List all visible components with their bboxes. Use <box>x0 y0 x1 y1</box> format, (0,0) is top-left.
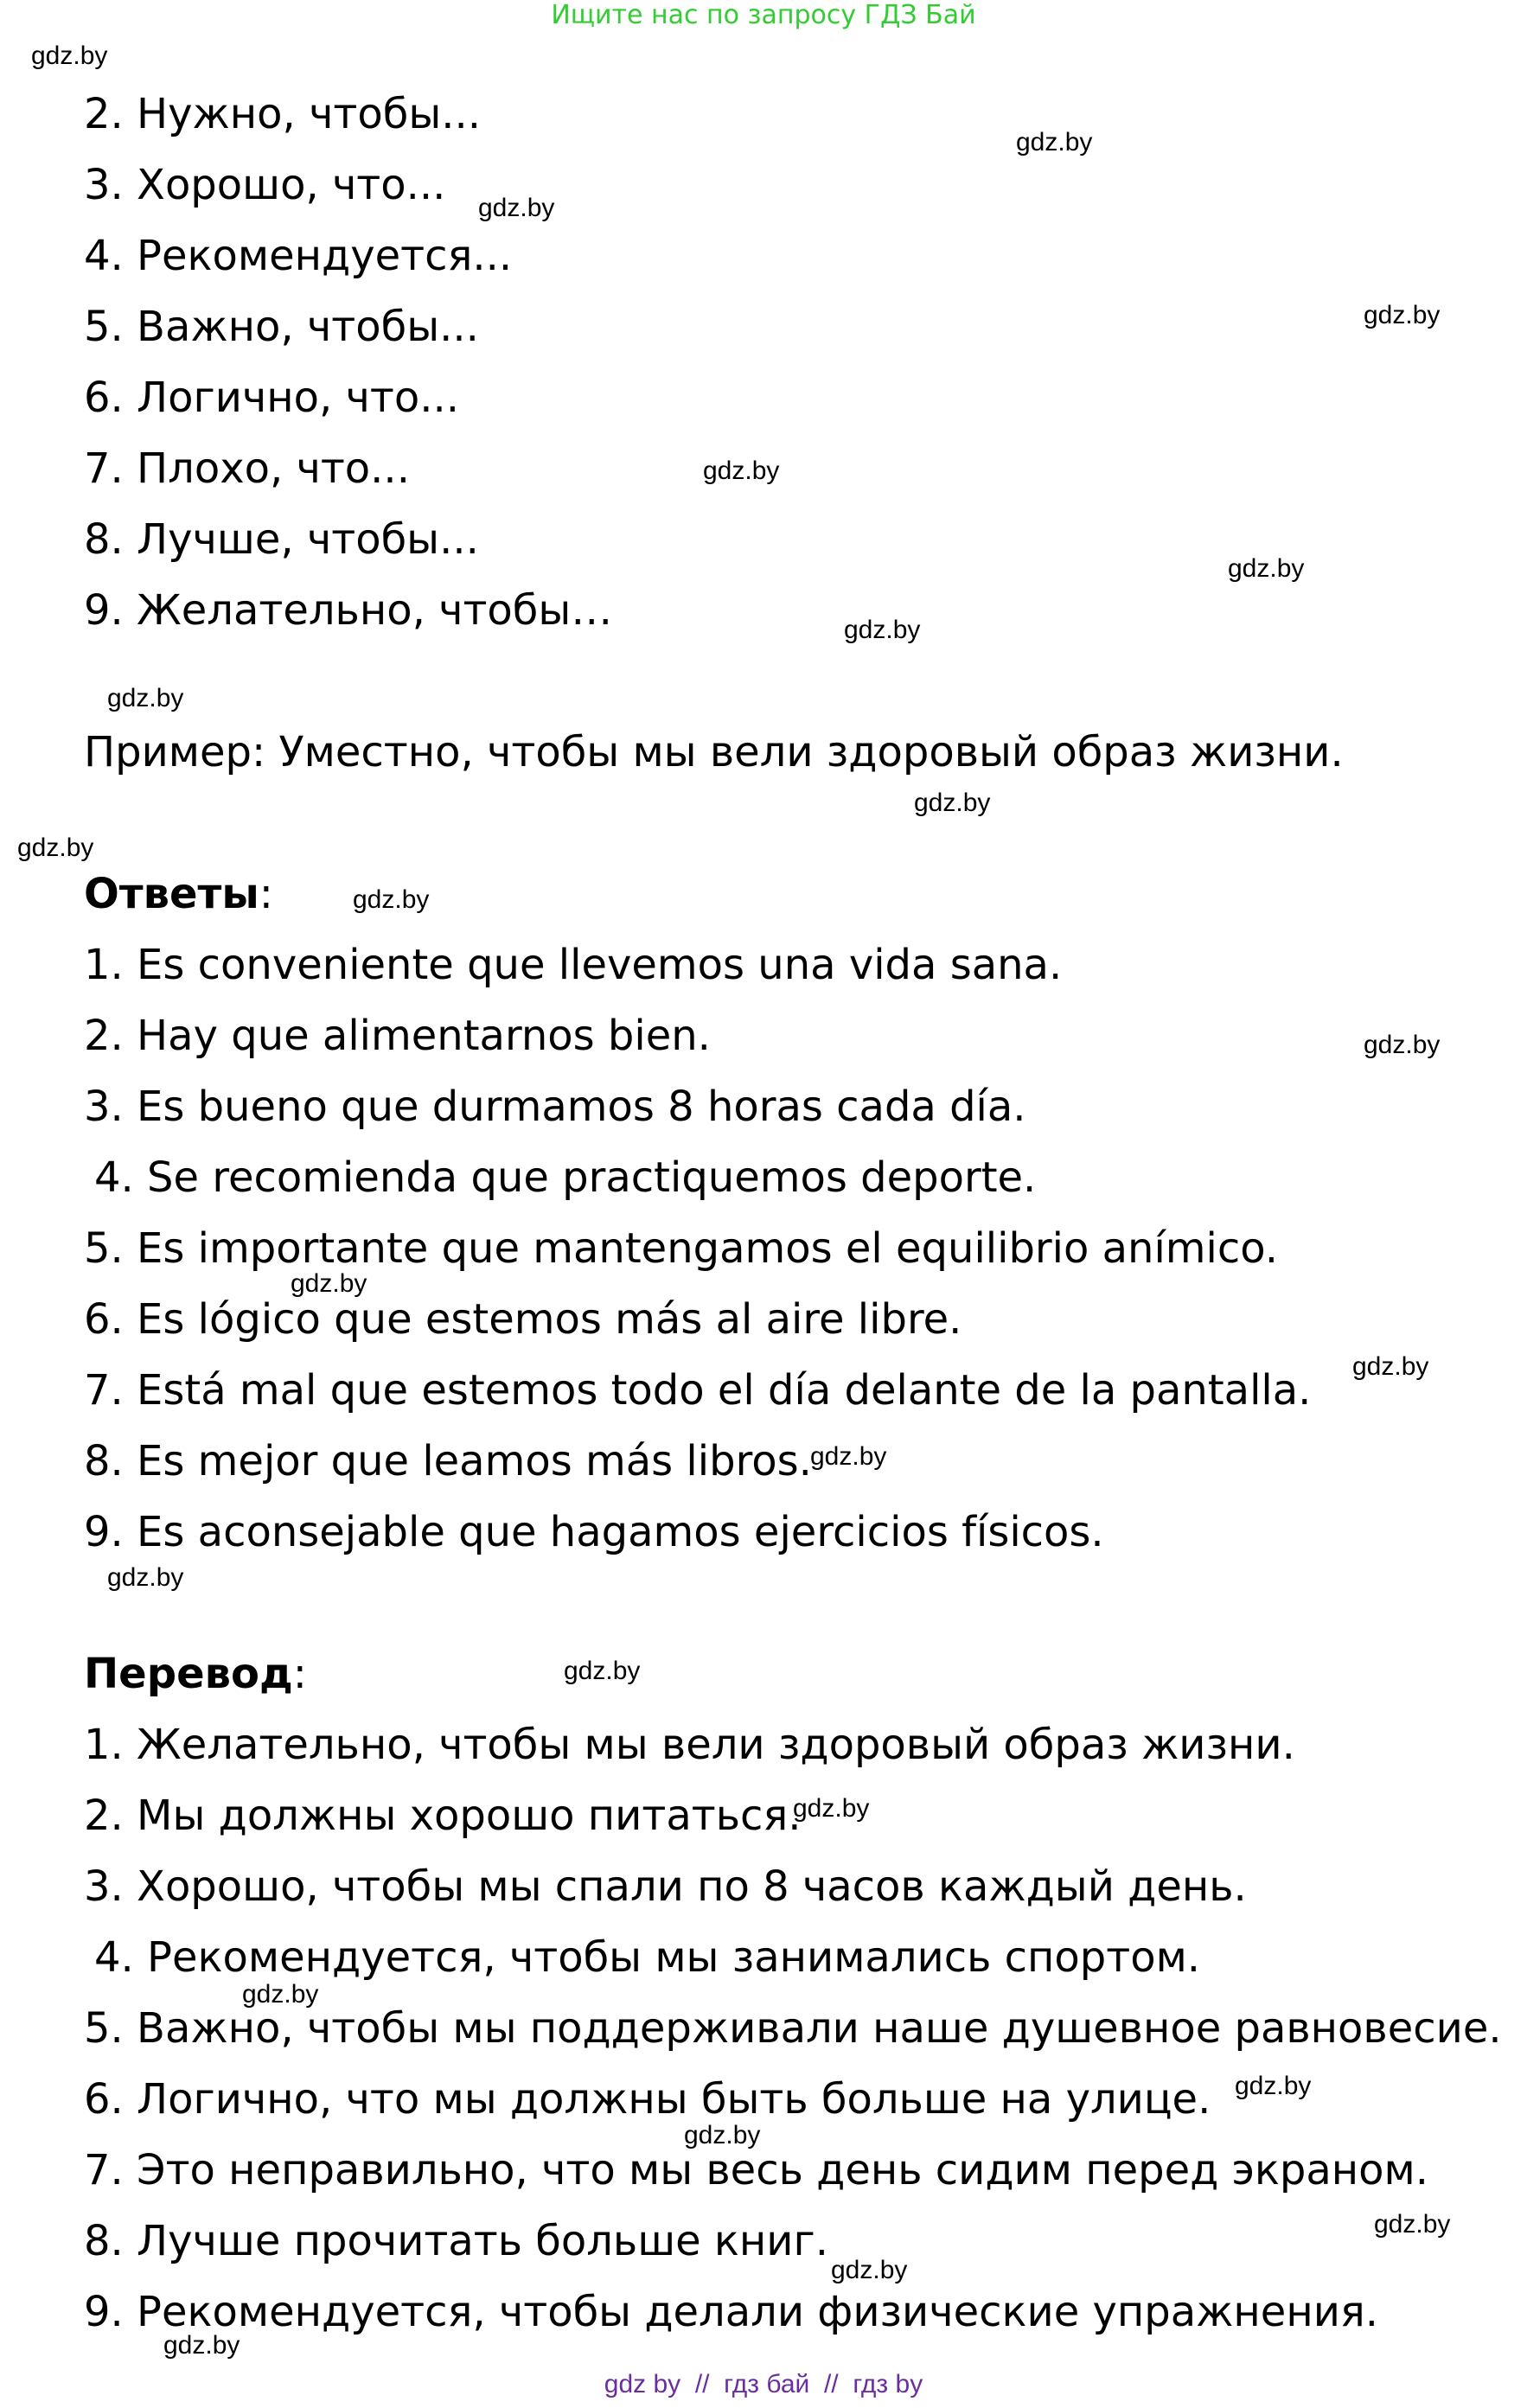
answers-heading <box>84 868 273 920</box>
watermark: gdz.by <box>107 1563 184 1592</box>
translation-heading-text: Перевод <box>84 1650 293 1698</box>
watermark: gdz.by <box>793 1794 870 1823</box>
answer-item-4: 4. Se recomienda que practiquemos deporte. <box>94 1153 1037 1202</box>
watermark: gdz.by <box>353 885 430 914</box>
translation-item-3: 3. Хорошо, чтобы мы спали по 8 часов каждый день. <box>84 1862 1247 1911</box>
answers-heading-text: Ответы <box>84 870 259 918</box>
answer-item-6: 6. Es lógico que estemos más al aire libre. <box>84 1295 962 1344</box>
watermark: gdz.by <box>1352 1352 1429 1381</box>
watermark: gdz.by <box>291 1269 367 1298</box>
watermark: gdz.by <box>31 42 108 70</box>
answer-item-5: 5. Es importante que mantengamos el equilibrio anímico. <box>84 1224 1279 1273</box>
task-item-4: 4. Рекомендуется... <box>84 232 513 280</box>
task-item-7: 7. Плохо, что... <box>84 444 410 493</box>
translation-item-5: 5. Важно, чтобы мы поддерживали наше душевное равновесие. <box>84 2004 1502 2053</box>
watermark: gdz.by <box>107 684 184 712</box>
translation-item-4: 4. Рекомендуется, чтобы мы занимались спортом. <box>94 1933 1201 1982</box>
header-search-hint: Ищите нас по запросу ГДЗ Бай <box>551 0 976 30</box>
task-item-5: 5. Важно, чтобы... <box>84 303 479 351</box>
translation-item-6: 6. Логично, что мы должны быть больше на улице. <box>84 2075 1211 2124</box>
translation-item-8: 8. Лучше прочитать больше книг. <box>84 2217 828 2265</box>
footer-links: gdz by // гдз бай // гдз by <box>604 2370 923 2398</box>
answer-item-9: 9. Es aconsejable que hagamos ejercicios físicos. <box>84 1508 1104 1556</box>
watermark: gdz.by <box>914 789 991 817</box>
watermark: gdz.by <box>703 457 780 485</box>
example-sentence: Пример: Уместно, чтобы мы вели здоровый образ жизни. <box>84 728 1344 776</box>
watermark: gdz.by <box>1016 128 1093 156</box>
watermark: gdz.by <box>478 194 555 222</box>
watermark: gdz.by <box>1364 301 1441 329</box>
watermark: gdz.by <box>564 1657 641 1685</box>
watermark: gdz.by <box>17 834 94 862</box>
watermark: gdz.by <box>844 616 921 644</box>
task-item-9: 9. Желательно, чтобы… <box>84 586 613 635</box>
task-item-6: 6. Логично, что... <box>84 374 460 422</box>
watermark: gdz.by <box>1228 554 1305 583</box>
watermark: gdz.by <box>684 2121 761 2149</box>
translation-heading <box>84 1648 307 1700</box>
translation-item-1: 1. Желательно, чтобы мы вели здоровый образ жизни. <box>84 1721 1295 1769</box>
answer-item-8: 8. Es mejor que leamos más libros. <box>84 1437 812 1485</box>
task-item-2: 2. Нужно, чтобы... <box>84 90 482 138</box>
answer-item-3: 3. Es bueno que durmamos 8 horas cada día. <box>84 1083 1026 1131</box>
watermark: gdz.by <box>1374 2210 1451 2239</box>
answer-item-7: 7. Está mal que estemos todo el día delante de la pantalla. <box>84 1366 1312 1415</box>
translation-item-2: 2. Мы должны хорошо питаться. <box>84 1792 802 1840</box>
watermark: gdz.by <box>242 1980 319 2009</box>
translation-item-7: 7. Это неправильно, что мы весь день сидим перед экраном. <box>84 2146 1429 2194</box>
answer-item-2: 2. Hay que alimentarnos bien. <box>84 1012 711 1060</box>
watermark: gdz.by <box>1235 2072 1312 2100</box>
task-item-3: 3. Хорошо, что... <box>84 161 446 209</box>
watermark: gdz.by <box>831 2256 908 2284</box>
translation-item-9: 9. Рекомендуется, чтобы делали физические упражнения. <box>84 2288 1379 2336</box>
task-item-8: 8. Лучше, чтобы... <box>84 515 479 564</box>
watermark: gdz.by <box>810 1442 887 1471</box>
translation-heading-colon: : <box>292 1650 307 1698</box>
watermark: gdz.by <box>1364 1031 1441 1059</box>
answers-heading-colon: : <box>259 870 273 918</box>
answer-item-1: 1. Es conveniente que llevemos una vida sana. <box>84 941 1063 989</box>
watermark: gdz.by <box>163 2331 240 2360</box>
